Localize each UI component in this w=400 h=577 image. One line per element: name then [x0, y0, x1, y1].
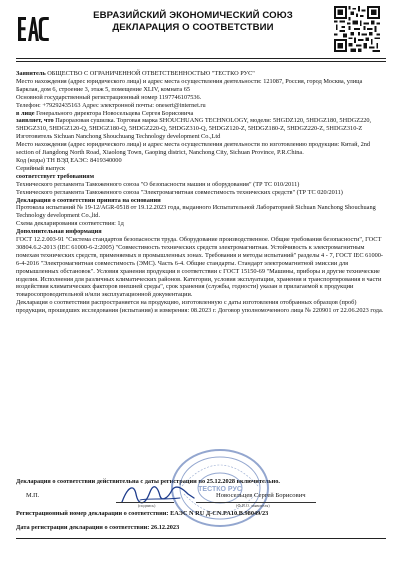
header-document-title: ДЕКЛАРАЦИЯ О СООТВЕТСТВИИ — [112, 22, 274, 33]
stamp-text: ТЕСТКО РУС — [198, 486, 242, 493]
registration-date-label: Дата регистрации декларации о соответствии: — [16, 524, 150, 531]
tnved-code: Код (коды) ТН ВЭД ЕАЭС: 8419340000 — [16, 156, 122, 164]
header-divider — [16, 58, 386, 59]
signature-row — [16, 492, 386, 502]
mp-label: М.П. — [26, 492, 40, 499]
eac-logo-icon — [16, 12, 50, 46]
applicant-line — [16, 70, 386, 78]
registration-number: ЕАЭС N RU Д-CN.PA10.B.98049/23 — [170, 510, 269, 517]
director-line — [16, 110, 386, 118]
manufacturer: Изготовитель Sichuan Nanchong Shouchuang Technology development Co.,Ltd — [16, 133, 221, 141]
additional-info-text: ГОСТ 12.2.003-91 "Система стандартов безопасности труда. Оборудование производственное. Общие требования безопасности", ГОСТ 30804.6.2-2013 (IEC 61000-6-2:2005) "Совместимость технических средств электромагнитная. Устойчивость к электромагнитным помехам технических средств, применяемых в промышленных зонах. Требования и методы испытаний" разделы 4 - 7, ГОСТ IEC 61000-6-4-2016 "Электромагнитная совместимость (ЭМС). Часть 6-4. Общие стандарты. Стандарт электромагнитной эмиссии для промышленных обстановок". Условия хранения продукции в соответствии с ГОСТ 15150-69 "Машины, приборы и другие технические изделия. Исполнения для различных климатических районов. Категории, условия эксплуатации, хранения и транспортирования в части воздействия климатических факторов внешней среды", срок хранения (службы, годности) указан в прилагаемой к продукции товаросопроводительной и/или эксплуатационной документации. — [16, 236, 384, 299]
header-union-title: ЕВРАЗИЙСКИЙ ЭКОНОМИЧЕСКИЙ СОЮЗ — [93, 10, 293, 21]
director-label: в лице — [16, 109, 35, 117]
qr-code-icon[interactable] — [334, 6, 380, 52]
registration-number-label: Регистрационный номер декларации о соответствии: — [16, 510, 169, 517]
registration-date-row — [16, 524, 386, 532]
declaration-body — [16, 70, 386, 315]
document-header — [62, 10, 324, 34]
director-name: Генерального директора Новосельцева Сергея Борисовича — [36, 109, 194, 117]
signature-caption: (подпись) — [138, 503, 156, 508]
header-divider-secondary — [16, 61, 386, 62]
fio-caption: (Ф.И.О. заявителя) — [236, 503, 270, 508]
requirements-label: соответствует требованиям — [16, 172, 94, 180]
footer-divider — [16, 538, 386, 539]
requirement-item-1: Технического регламента Таможенного союза "О безопасности машин и оборудования" (ТР ТС 010/2011) — [16, 180, 300, 188]
applicant-contacts: Телефон: +79292435163 Адрес электронной почты: onesert@internet.ru — [16, 101, 206, 109]
basis-text: Протокола испытаний № 19-12/AGR-0518 от 19.12.2023 года, выданного Испытательной Лабораторией Sichuan Nanchong Shouchuang Technology development Co.,ltd. — [16, 204, 376, 220]
manufacturer-address: Место нахождения (адрес юридического лица) и адрес места осуществления деятельности по изготовлению продукции: Китай, 2nd section of Jiangdong North Road, Xiaolong Town, Gaoping district, Nanchong City, Sichuan Province, P.R.China. — [16, 141, 371, 157]
additional-info-label: Дополнительная информация — [16, 228, 102, 236]
basis-label: Декларация о соответствии принята на основании — [16, 196, 161, 204]
additional-info-scope: Декларация о соответствии распространяется на продукцию, изготовленную с даты изготовления отобранных образцов (проб) продукции, прошедших исследования (испытания) и измерения: 08.2023 г. Договор уполномоченного лица № 220901 от 22.06.2023 года. — [16, 299, 384, 315]
serial-production: Серийный выпуск — [16, 164, 66, 172]
product-line — [16, 117, 386, 133]
applicant-fio: Новосельцев Сергей Борисович — [216, 492, 306, 499]
product-description: Пароразовая сушилка. Торговая марка SHOUCHUANG TECHNOLOGY, модели: 5HGDZ120, 5HDGZ180, 5HDGZ220, 5HDGZ310, 5HDGZ120-Q, 5HDGZ180-Q, 5HDGZ220-Q, 5HDGZ310-Q, 5HDGZ120-Z, 5HDGZ180-Z, 5HDGZ220-Z, 5HDGZ310-Z — [16, 117, 372, 133]
applicant-label: Заявитель — [16, 70, 46, 77]
declaration-scheme: Схема декларирования соответствия: 1д — [16, 220, 124, 228]
validity-line: Декларация о соответствии действительна с даты регистрации по 25.12.2028 включительно. — [16, 478, 280, 485]
applicant-address: Место нахождения (адрес юридического лица) и адрес места осуществления деятельности: 121087, Россия, город Москва, улица Барклая, дом 6, строение 3, этаж 5, помещение XLIV, комната 65 — [16, 77, 363, 93]
registration-date: 26.12.2023 — [150, 524, 180, 531]
requirement-item-2: Технического регламента Таможенного союза "Электромагнитная совместимость технических средств" (ТР ТС 020/2011) — [16, 188, 343, 196]
declares-label: заявляет, что — [16, 117, 54, 125]
applicant-name: ОБЩЕСТВО С ОГРАНИЧЕННОЙ ОТВЕТСТВЕННОСТЬЮ "ТЕСТКО РУС" — [47, 70, 255, 77]
applicant-ogrn: Основной государственный регистрационный номер 1197746107536. — [16, 93, 202, 101]
registration-number-row — [16, 510, 386, 518]
